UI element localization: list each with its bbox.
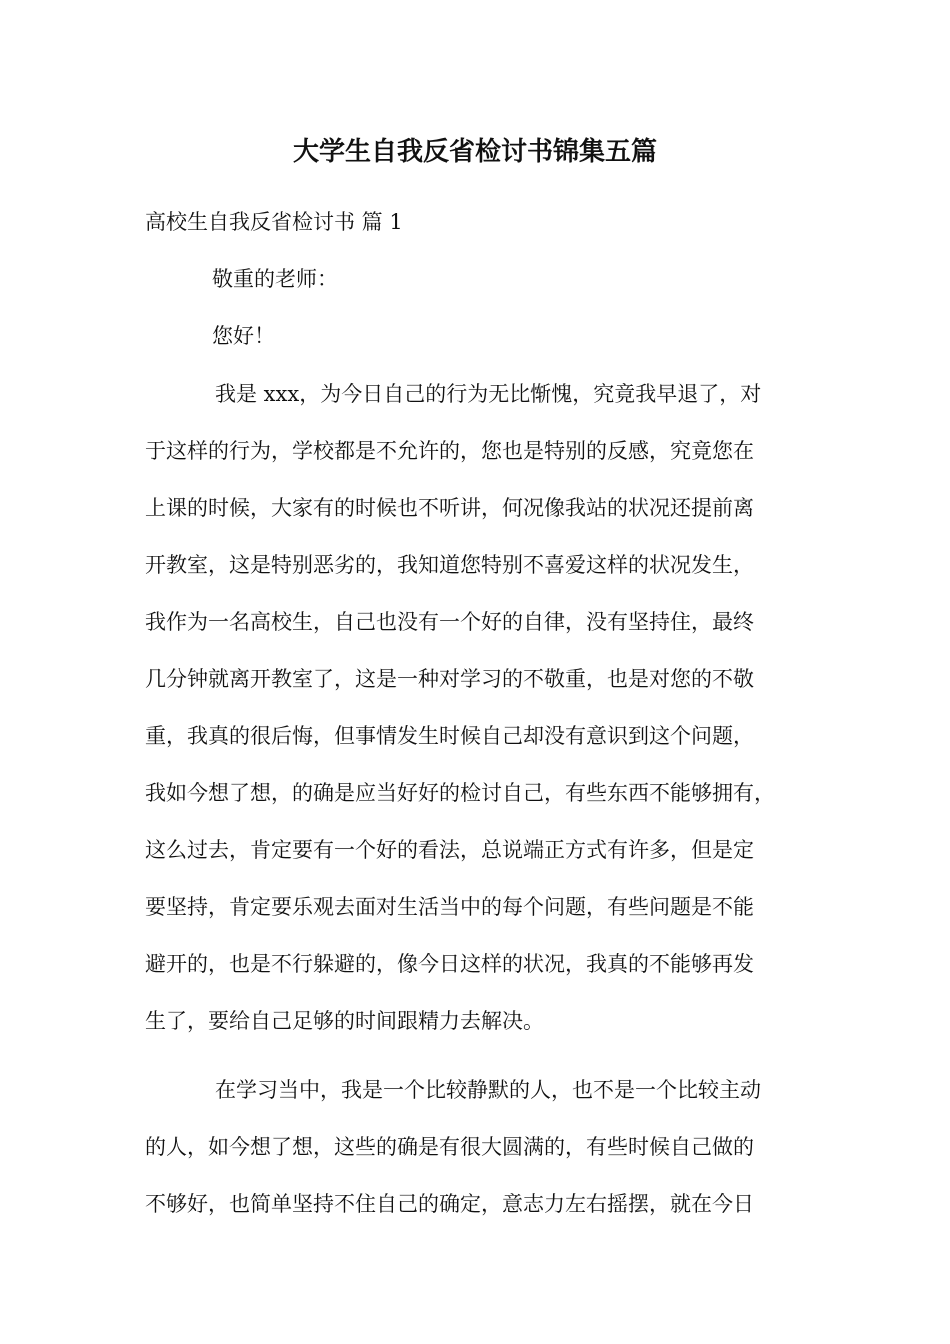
document-title: 大学生自我反省检讨书锦集五篇 — [292, 137, 657, 167]
paragraph-1-line: 于这样的行为，学校都是不允许的，您也是特别的反感，究竟您在 — [145, 439, 754, 463]
paragraph-1-line: 我是 xxx，为今日自己的行为无比惭愧，究竟我早退了，对 — [215, 382, 762, 406]
paragraph-1-line: 避开的，也是不行躲避的，像今日这样的状况，我真的不能够再发 — [145, 952, 754, 976]
body-text — [145, 372, 835, 1239]
paragraph-2-line: 不够好，也简单坚持不住自己的确定，意志力左右摇摆，就在今日 — [145, 1192, 754, 1216]
paragraph-1-line: 开教室，这是特别恶劣的，我知道您特别不喜爱这样的状况发生， — [145, 553, 754, 577]
section-heading: 高校生自我反省检讨书 篇 1 — [145, 210, 403, 234]
paragraph-2-line: 的人，如今想了想，这些的确是有很大圆满的，有些时候自己做的 — [145, 1135, 754, 1159]
paragraph-2-line: 在学习当中，我是一个比较静默的人，也不是一个比较主动 — [215, 1078, 761, 1102]
paragraph-1-line: 重，我真的很后悔，但事情发生时候自己却没有意识到这个问题， — [145, 724, 754, 748]
paragraph-1-line: 上课的时候，大家有的时候也不听讲，何况像我站的状况还提前离 — [145, 496, 754, 520]
paragraph-1-line: 我如今想了想，的确是应当好好的检讨自己，有些东西不能够拥有， — [145, 781, 775, 805]
paragraph-1-line: 几分钟就离开教室了，这是一种对学习的不敬重，也是对您的不敬 — [145, 667, 754, 691]
paragraph-1-line: 这么过去，肯定要有一个好的看法，总说端正方式有许多，但是定 — [145, 838, 754, 862]
paragraph-1-line: 生了，要给自己足够的时间跟精力去解决。 — [145, 1009, 544, 1033]
greeting: 敬重的老师： — [212, 267, 338, 291]
paragraph-1-line: 要坚持，肯定要乐观去面对生活当中的每个问题，有些问题是不能 — [145, 895, 754, 919]
hello-line: 您好！ — [212, 324, 275, 348]
paragraph-1-line: 我作为一名高校生，自己也没有一个好的自律，没有坚持住，最终 — [145, 610, 754, 634]
